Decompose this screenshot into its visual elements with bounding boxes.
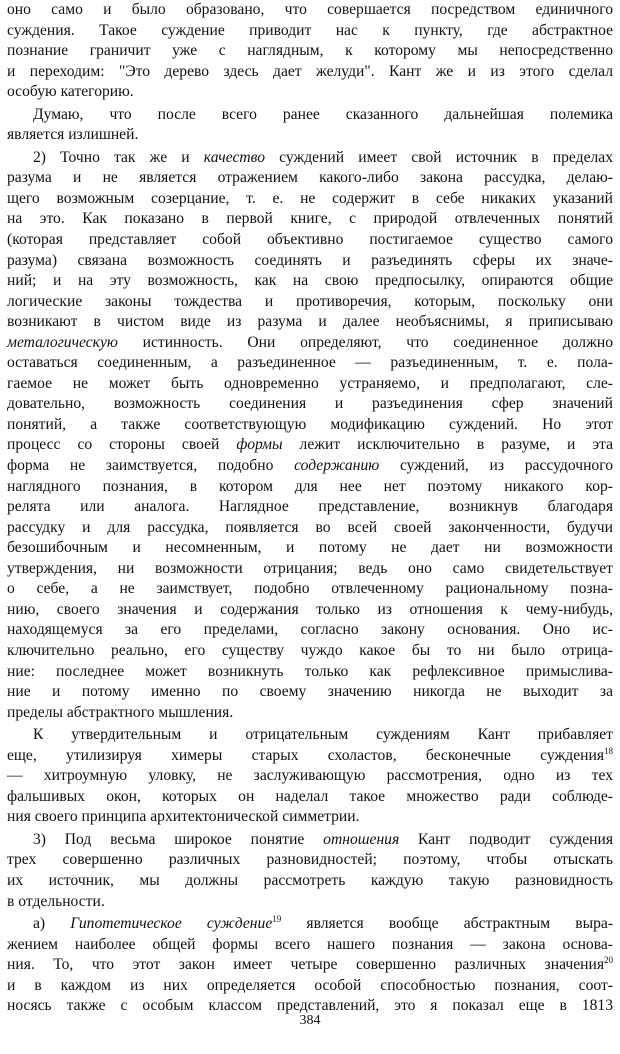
text-line [7,787,613,808]
text-run: ния своего принципа архитектонической симметрии. [7,808,360,826]
text-line [7,209,613,230]
text-run: гаемое не может быть одновременно устраняемо, и предполагают, сле- [7,374,613,392]
text-run: К утвердительным и отрицательным суждениям Кант прибавляет [33,726,613,744]
text-run: трех совершенно различных разновидностей; поэтому, чтобы отыскать [7,851,613,869]
text-run: на это. Как показано в первой книге, с природой отвлеченных понятий [7,210,613,228]
text-run: процесс со стороны своей [7,436,237,454]
text-run: а) [33,915,71,933]
text-run: безошибочным и несомненным, и потому не дает ни возможности [7,539,613,557]
text-line [7,538,613,559]
text-line [7,871,613,892]
text-run: оно само и было образовано, что совершается посредством единичного [7,1,613,18]
text-run: ние: последнее может возникнуть только как рефлексивное примыслива- [7,662,613,680]
text-run: Думаю, что после всего ранее сказанного дальнейшая полемика [33,105,613,123]
text-line [7,435,613,456]
text-line [7,807,613,828]
footnote-ref: 19 [272,914,282,925]
text-run: и переходим: "Это дерево здесь дает желуди". Кант же и из этого сделал [7,62,613,80]
text-line [7,725,613,746]
italic-term: формы [236,436,283,454]
text-line [7,497,613,518]
footnote-ref: 20 [604,955,613,966]
text-run: является вообще абстрактным выра- [281,915,614,933]
page-number: 384 [299,1013,321,1028]
text-run: жением наиболее общей формы всего нашего познания — закона основа- [7,935,613,953]
text-run: ключительно реально, его существу чуждо какое бы то ни было отрица- [7,641,613,659]
text-run: познание граничит уже с наглядным, к которому мы непосредственно [7,42,613,60]
text-line [7,189,613,210]
text-run: носясь также с особым классом представлений, это я показал еще в 1813 [7,997,613,1015]
text-run: фальшивых окон, которых он наделал такое множество ради соблюде- [7,787,613,805]
text-line [7,292,613,313]
text-line [7,662,613,683]
text-line [7,600,613,621]
text-line [7,850,613,871]
text-line [7,892,613,913]
text-run: истинность. Они определяют, что соединенное должно [117,333,613,351]
footnote-ref: 18 [604,745,613,756]
text-line [7,456,613,477]
text-line [7,766,613,787]
text-line [7,230,613,251]
text-run: ний; и на эту возможность, как на свою предпосылку, опираются общие [7,272,613,290]
text-run: нию, своего значения и содержания только из отношения к чему-нибудь, [7,600,613,618]
text-run: является излишней. [7,126,139,144]
text-run: понятий, а также соответствующую модификацию суждений. Но этот [7,415,613,433]
text-line [7,333,613,354]
text-line [7,641,613,662]
text-run: суждений, из рассудочного [379,457,614,475]
text-run: довательно, возможность соединения и разъединения сфер значений [7,395,613,413]
text-run: наглядного познания, в котором для нее нет поэтому никакого кор- [7,477,613,495]
text-run: оставаться соединенным, а разъединенное — разъединенным, т. е. пола- [7,354,613,372]
text-run: о себе, а не заимствует, подобно отвлеченному рациональному позна- [7,580,613,598]
text-line [7,374,613,395]
text-line [7,746,613,767]
text-run: логические законы тождества и противоречия, которым, поскольку они [7,292,613,310]
text-line [7,518,613,539]
text-line [7,620,613,641]
text-line [7,148,613,169]
text-run: и в каждом из них определяется особой способностью познания, соот- [7,976,613,994]
text-run: суждения. Такое суждение приводит нас к пункту, где абстрактное [7,21,613,39]
text-line [7,0,613,21]
text-run: релята или аналога. Наглядное представление, возникнув благодаря [7,498,613,516]
text-run: лежит исключительно в разуме, и эта [282,436,613,454]
text-run: Кант подводит суждения [399,830,613,848]
text-run: пределы абстрактного мышления. [7,703,234,721]
text-line [7,682,613,703]
text-line [7,125,613,146]
text-line [7,579,613,600]
text-line [7,105,613,126]
text-run: еще, утилизируя химеры старых схоластов, бесконечные суждения [7,746,604,764]
text-run: утверждения, ни возможности отрицания; ведь оно само свидетельствует [7,559,613,577]
text-run: возникают в чистом виде из разума и далее необъяснимы, я приписываю [7,313,613,331]
text-run: находящемуся за его пределами, согласно закону основания. Оно ис- [7,621,613,639]
text-line [7,62,613,83]
text-run: рассудку и для рассудка, появляется во всей своей законченности, будучи [7,518,613,536]
text-line [7,477,613,498]
italic-term: содержанию [294,457,380,475]
text-line [7,312,613,333]
text-line [7,82,613,103]
text-line [7,955,613,976]
text-run: 2) Точно так же и [33,148,204,166]
italic-term: качество [203,148,265,166]
text-line [7,935,613,956]
text-line [7,394,613,415]
text-run: суждений имеет свой источник в пределах [265,148,613,166]
text-line [7,914,613,935]
text-run: в отдельности. [7,892,105,910]
text-line [7,21,613,42]
italic-term: металогическую [7,333,118,351]
text-line [7,251,613,272]
text-run: форма не заимствуется, подобно [7,457,295,475]
text-line [7,559,613,580]
text-line [7,353,613,374]
text-line [7,830,613,851]
text-run: особую категорию. [7,83,134,101]
text-line [7,271,613,292]
text-run: разума) связана возможность соединять и разъединять сферы их значе- [7,251,613,269]
text-run: их источник, мы должны рассмотреть каждую такую разновидность [7,871,613,889]
text-run: (которая представляет собой объективно постигаемое существо самого [7,231,613,249]
text-line [7,168,613,189]
text-line [7,976,613,997]
text-page [7,0,613,1017]
text-run: разума и не является отражением какого-либо закона рассудка, делаю- [7,169,613,187]
italic-term: Гипотетическое суждение [70,915,273,933]
italic-term: отношения [323,830,400,848]
text-line [7,703,613,724]
text-run: — хитроумную уловку, не заслуживающую рассмотрения, одно из тех [7,767,613,785]
text-run: 3) Под весьма широкое понятие [33,830,324,848]
text-line [7,41,613,62]
text-run: ния. То, что этот закон имеет четыре совершенно различных значения [7,956,604,974]
text-run: ние и потому именно по своему значению никогда не выходит за [7,683,613,701]
text-line [7,415,613,436]
text-run: щего возможным созерцание, т. е. не содержит в себе никаких указаний [7,189,613,207]
